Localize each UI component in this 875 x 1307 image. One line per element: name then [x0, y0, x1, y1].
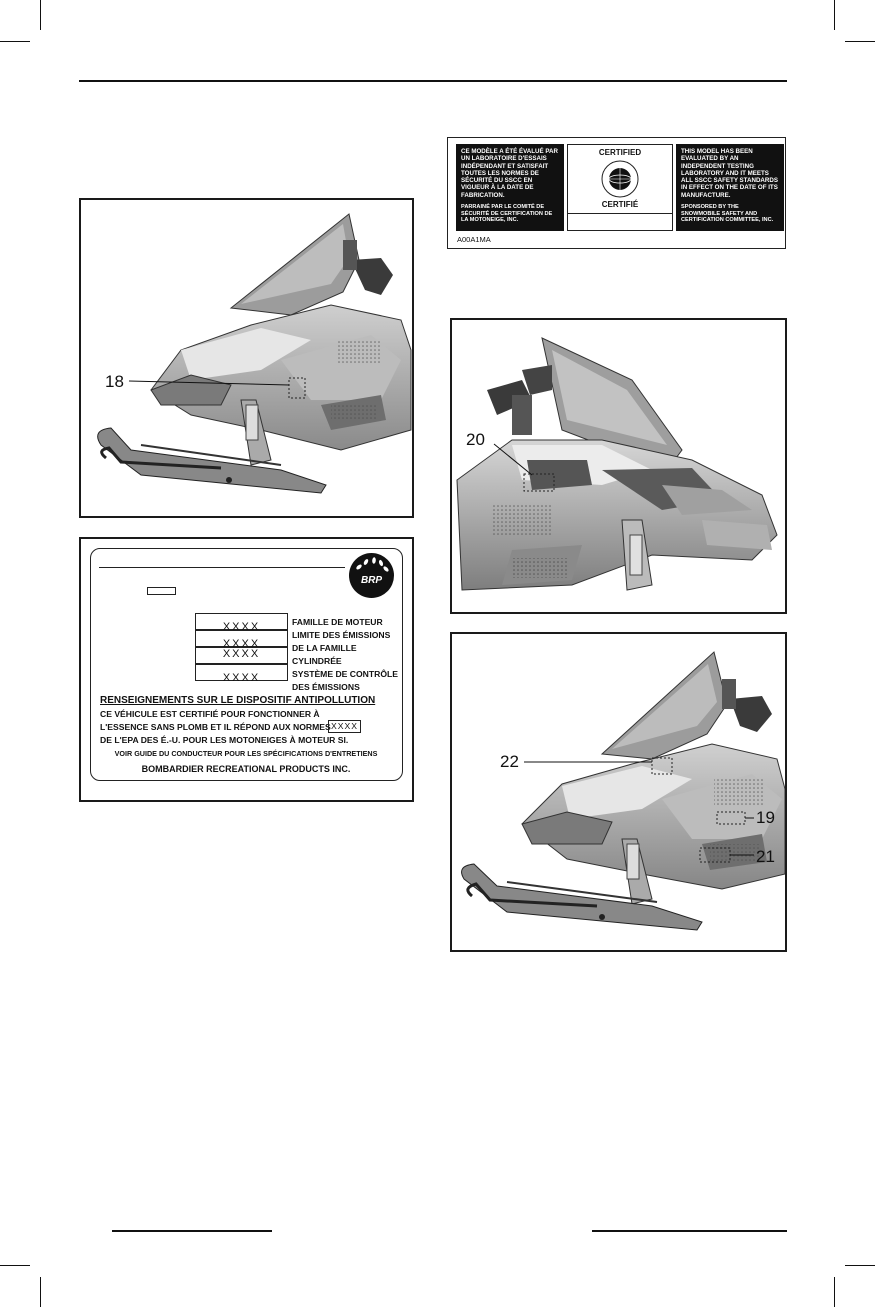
- label-desc: FAMILLE DE MOTEUR: [292, 617, 383, 627]
- cert-english-text: THIS MODEL HAS BEEN EVALUATED BY AN INDEPENDENT TESTING LABORATORY AND IT MEETS ALL SSCC SAFETY STANDARDS IN EFFECT ON THE DATE OF ITS MANUFACTURE.: [681, 148, 778, 199]
- callout-22: 22: [500, 752, 519, 771]
- cert-blank-box: [568, 213, 672, 231]
- brp-logo: [349, 553, 394, 598]
- crop-mark: [0, 1265, 30, 1266]
- label-value-box: XXXX: [195, 630, 288, 647]
- snowmobile-illustration: [452, 634, 785, 950]
- label-title-rule: [99, 567, 345, 568]
- crop-mark: [40, 0, 41, 30]
- snowmobile-illustration: [81, 200, 412, 516]
- callout-20: 20: [466, 430, 485, 449]
- certification-label: [447, 137, 786, 249]
- crop-mark: [40, 1277, 41, 1307]
- label-info-line: L'ESSENCE SANS PLOMB ET IL RÉPOND AUX NORMES: [100, 722, 331, 732]
- globe-icon: [600, 159, 640, 199]
- label-company: BOMBARDIER RECREATIONAL PRODUCTS INC.: [141, 764, 351, 774]
- label-value-box: XXXX: [195, 647, 288, 664]
- cert-english-panel: [676, 144, 784, 231]
- label-small-box: [147, 587, 176, 595]
- crop-mark: [0, 41, 30, 42]
- cert-certifie: CERTIFIÉ: [601, 200, 639, 209]
- cert-english-sponsor: SPONSORED BY THE SNOWMOBILE SAFETY AND CERTIFICATION COMMITTEE, INC.: [681, 204, 774, 224]
- cert-french-text: CE MODÈLE A ÉTÉ ÉVALUÉ PAR UN LABORATOIRE D'ESSAIS INDÉPENDANT ET SATISFAIT TOUTES LES NORMES DE SÉCURITÉ DU SSCC EN VIGUEUR À LA DATE DE FABRICATION.: [461, 148, 558, 199]
- label-desc: SYSTÈME DE CONTRÔLE: [292, 669, 398, 679]
- cert-french-panel: [456, 144, 564, 231]
- label-info-line: DE L'EPA DES É.-U. POUR LES MOTONEIGES À MOTEUR SI.: [100, 735, 349, 745]
- label-desc: DE LA FAMILLE: [292, 643, 357, 653]
- footer-rule-right: [592, 1230, 787, 1232]
- figure-snowmobile-side: [450, 632, 787, 952]
- callout-18: 18: [105, 372, 124, 391]
- cert-center-panel: [567, 144, 673, 231]
- label-desc: DES ÉMISSIONS: [292, 682, 360, 692]
- label-info-line: CE VÉHICULE EST CERTIFIÉ POUR FONCTIONNER À: [100, 709, 320, 719]
- crop-mark: [845, 1265, 875, 1266]
- label-desc: LIMITE DES ÉMISSIONS: [292, 630, 391, 640]
- label-guide-line: VOIR GUIDE DU CONDUCTEUR POUR LES SPÉCIFICATIONS D'ENTRETIENS: [114, 749, 378, 758]
- label-value-box: XXXX: [195, 664, 288, 681]
- cert-certified: CERTIFIED: [598, 148, 642, 157]
- cert-code: A00A1MA: [457, 235, 491, 244]
- crop-mark: [834, 0, 835, 30]
- label-info-heading: RENSEIGNEMENTS SUR LE DISPOSITIF ANTIPOLLUTION: [100, 695, 376, 706]
- cert-french-sponsor: PARRAINÉ PAR LE COMITÉ DE SÉCURITÉ DE CERTIFICATION DE LA MOTONEIGE, INC.: [461, 204, 553, 224]
- label-info-box: XXXX: [328, 720, 361, 733]
- snowmobile-illustration: [452, 320, 785, 612]
- crop-mark: [834, 1277, 835, 1307]
- footer-rule-left: [112, 1230, 272, 1232]
- emissions-label: [90, 548, 403, 781]
- header-rule: [79, 80, 787, 82]
- callout-19: 19: [756, 808, 775, 827]
- callout-21: 21: [756, 847, 775, 866]
- figure-snowmobile-front-left: [79, 198, 414, 518]
- figure-snowmobile-front-right: [450, 318, 787, 614]
- brp-logo-text: BRP: [360, 575, 383, 586]
- label-desc: CYLINDRÉE: [292, 656, 342, 666]
- label-value-box: XXXX: [195, 613, 288, 630]
- crop-mark: [845, 41, 875, 42]
